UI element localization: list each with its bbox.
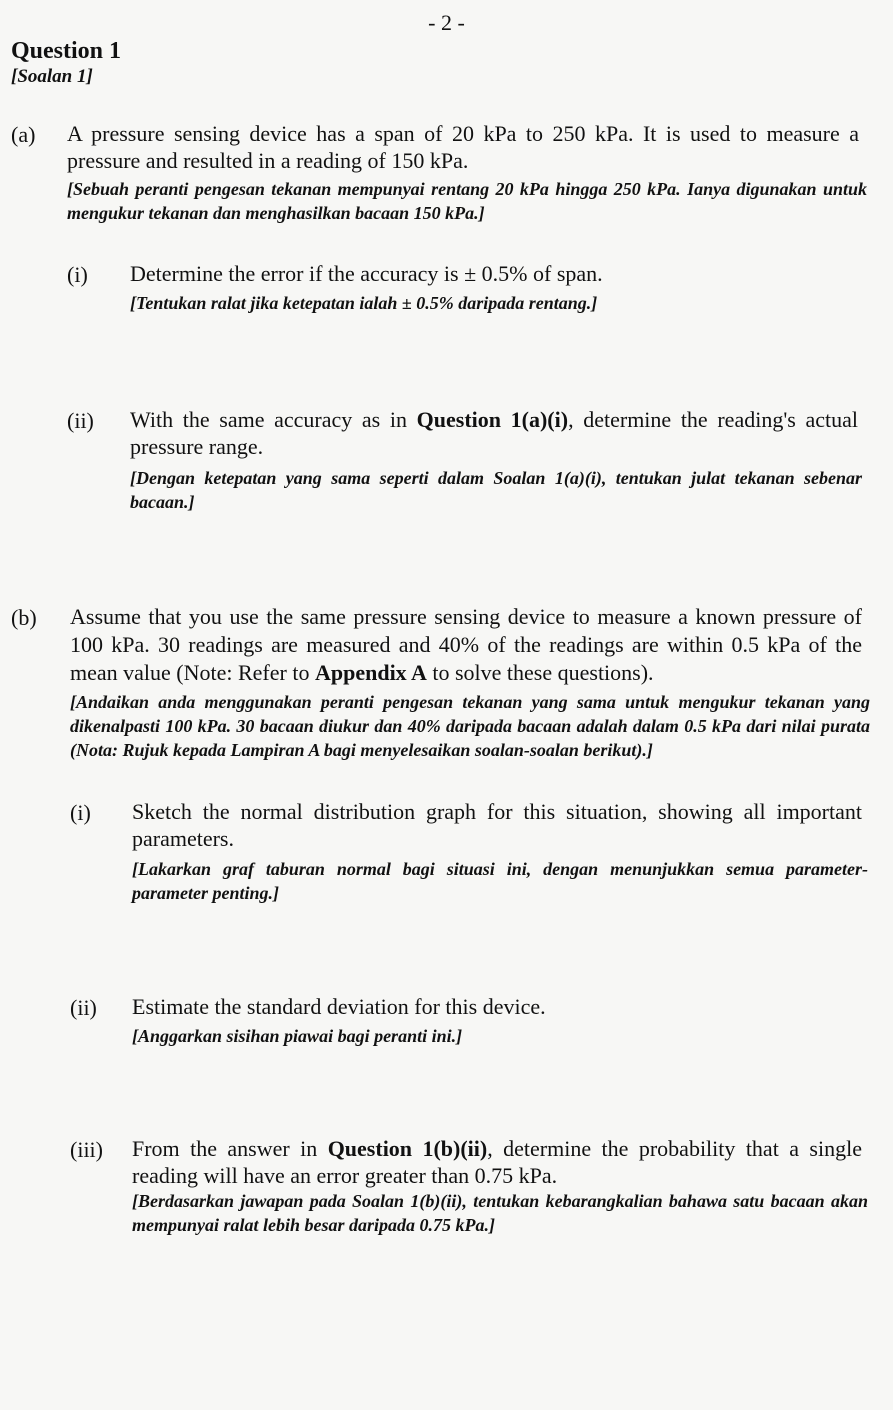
part-a-malay: [Sebuah peranti pengesan tekanan mempunyai rentang 20 kPa hingga 250 kPa. Ianya digunakan untuk mengukur tekanan dan menghasilkan bacaan 150 kPa.] bbox=[67, 179, 867, 223]
part-b-i-english: Sketch the normal distribution graph for this situation, showing all important parameters. bbox=[132, 799, 862, 851]
part-b-i-label: (i) bbox=[70, 800, 91, 825]
question-reference: Question 1(a)(i) bbox=[416, 407, 569, 432]
question-reference: Question 1(b)(ii) bbox=[327, 1136, 488, 1161]
part-b-ii-english: Estimate the standard deviation for this device. bbox=[132, 994, 546, 1019]
part-b-malay: [Andaikan anda menggunakan peranti pengesan tekanan yang sama untuk mengukur tekanan yang dikenalpasti 100 kPa. 30 bacaan diukur dan 40% daripada bacaan adalah dalam 0.5 kPa dari nilai purata (Nota: Rujuk kepada Lampiran A bagi menyelesaikan soalan-soalan berikut).] bbox=[70, 692, 870, 760]
part-b-iii-english: From the answer in Question 1(b)(ii), determine the probability that a single reading will have an error greater than 0.75 kPa. bbox=[132, 1136, 862, 1188]
part-b-label: (b) bbox=[11, 605, 37, 630]
part-b-iii-label: (iii) bbox=[70, 1137, 103, 1162]
part-b-i-malay: [Lakarkan graf taburan normal bagi situasi ini, dengan menunjukkan semua parameter-parameter penting.] bbox=[132, 859, 868, 903]
question-title: Question 1 bbox=[11, 38, 122, 64]
part-a-ii-english: With the same accuracy as in Question 1(a)(i), determine the reading's actual pressure range. bbox=[130, 407, 859, 459]
part-b-english: Assume that you use the same pressure sensing device to measure a known pressure of 100 kPa. 30 readings are measured and 40% of the readings are within 0.5 kPa of the mean value (Note: Refer to Appendix A to solve these questions). bbox=[70, 604, 862, 685]
part-a-ii-label: (ii) bbox=[67, 408, 94, 433]
part-a-english: A pressure sensing device has a span of 20 kPa to 250 kPa. It is used to measure a pressure and resulted in a reading of 150 kPa. bbox=[67, 121, 859, 173]
part-b-iii-malay: [Berdasarkan jawapan pada Soalan 1(b)(ii), tentukan kebarangkalian bahawa satu bacaan akan mempunyai ralat lebih besar daripada 0.75 kPa.] bbox=[132, 1191, 868, 1235]
part-b-ii-malay: [Anggarkan sisihan piawai bagi peranti ini.] bbox=[132, 1026, 463, 1046]
question-subtitle: [Soalan 1] bbox=[11, 66, 93, 87]
part-a-i-malay: [Tentukan ralat jika ketepatan ialah ± 0.5% daripada rentang.] bbox=[130, 293, 598, 313]
appendix-reference: Appendix A bbox=[314, 660, 427, 685]
part-a-i-english: Determine the error if the accuracy is ± 0.5% of span. bbox=[130, 261, 603, 286]
part-b-ii-label: (ii) bbox=[70, 995, 97, 1020]
page-number: - 2 - bbox=[428, 10, 465, 35]
part-a-i-label: (i) bbox=[67, 262, 88, 287]
part-a-label: (a) bbox=[11, 122, 36, 147]
part-a-ii-malay: [Dengan ketepatan yang sama seperti dalam Soalan 1(a)(i), tentukan julat tekanan sebenar bacaan.] bbox=[130, 468, 862, 512]
lampiran-reference: Lampiran A bbox=[230, 740, 320, 760]
